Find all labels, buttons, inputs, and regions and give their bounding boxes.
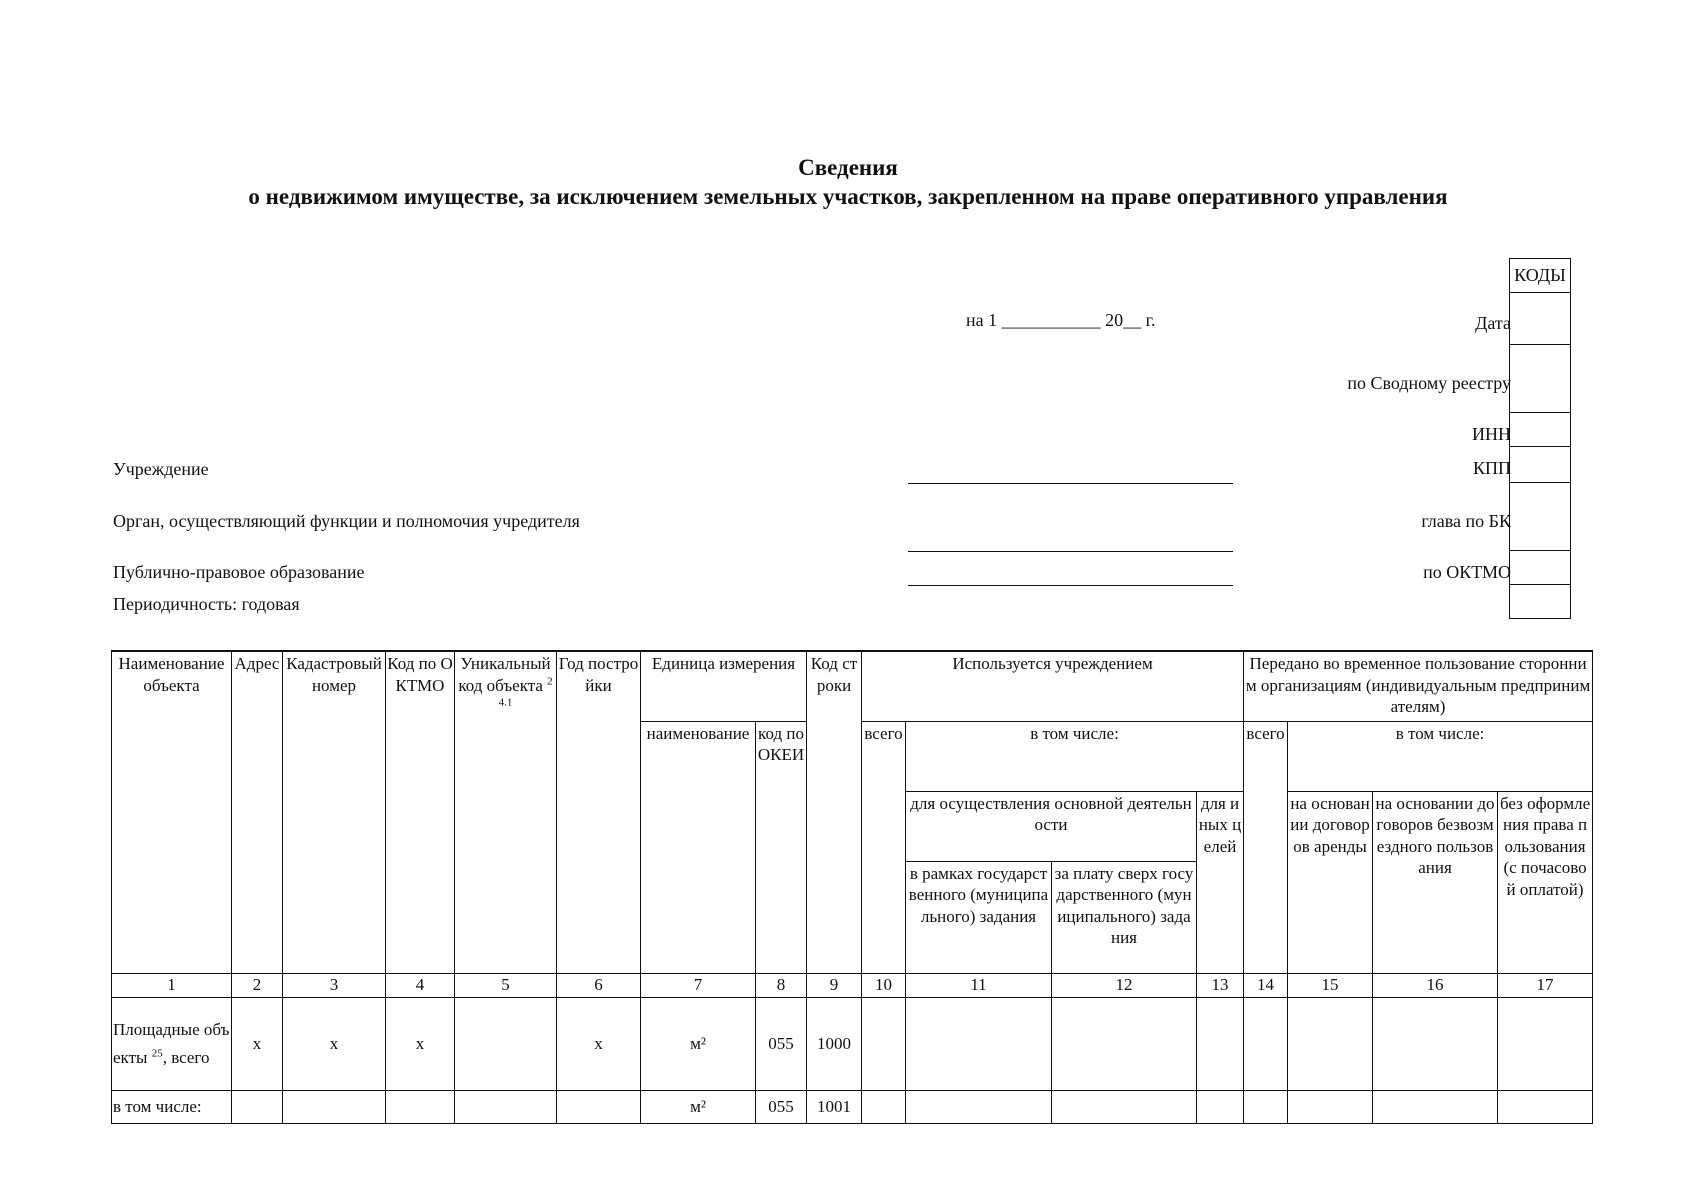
col-num-7: 7	[641, 973, 756, 997]
footnote-25: 25	[151, 1047, 163, 1060]
row-1001-unit: м²	[641, 1090, 756, 1123]
row-1000-col16[interactable]	[1373, 997, 1498, 1090]
row-1001-col14[interactable]	[1244, 1090, 1288, 1123]
header-free-use: на основании договоров безвозмездного пользования	[1373, 791, 1498, 973]
institution-underline[interactable]	[908, 483, 1233, 484]
row-1001-col13[interactable]	[1197, 1090, 1244, 1123]
row-1001-address[interactable]	[232, 1090, 283, 1123]
code-budget-chapter[interactable]	[1510, 483, 1571, 551]
col-num-8: 8	[756, 973, 807, 997]
row-1000-col15[interactable]	[1288, 997, 1373, 1090]
row-1001-oktmo[interactable]	[386, 1090, 455, 1123]
label-budget-chapter: глава по БК	[1421, 511, 1511, 531]
row-1001-unique-code[interactable]	[455, 1090, 557, 1123]
header-object-name: Наименование объекта	[112, 651, 232, 973]
header-other-purposes: для иных целей	[1197, 791, 1244, 973]
header-paid-over-task: за плату сверх государственного (муниципального) задания	[1052, 861, 1197, 973]
header-okei-code: код по ОКЕИ	[756, 721, 807, 973]
header-row-code: Код строки	[807, 651, 862, 973]
code-consolidated-register[interactable]	[1510, 345, 1571, 413]
row-1000-oktmo[interactable]: x	[386, 997, 455, 1090]
col-num-2: 2	[232, 973, 283, 997]
code-extra[interactable]	[1510, 585, 1571, 619]
row-1001-col10[interactable]	[862, 1090, 906, 1123]
row-1001-cadastral[interactable]	[283, 1090, 386, 1123]
table-row	[112, 997, 1593, 1090]
code-inn[interactable]	[1510, 413, 1571, 447]
row-1000-cadastral[interactable]: x	[283, 997, 386, 1090]
row-1000-col17[interactable]	[1498, 997, 1593, 1090]
page-subtitle: о недвижимом имуществе, за исключением земельных участков, закрепленном на праве оперативного управления	[248, 184, 1448, 209]
code-kpp[interactable]	[1510, 447, 1571, 483]
row-1001-col16[interactable]	[1373, 1090, 1498, 1123]
header-lease: на основании договоров аренды	[1288, 791, 1373, 973]
row-1000-year[interactable]: x	[557, 997, 641, 1090]
row-1001-okei: 055	[756, 1090, 807, 1123]
header-construction-year: Год постройки	[557, 651, 641, 973]
page-title: Сведения	[798, 155, 898, 180]
table-row	[112, 1090, 1593, 1123]
col-num-10: 10	[862, 973, 906, 997]
col-num-4: 4	[386, 973, 455, 997]
row-1001-col11[interactable]	[906, 1090, 1052, 1123]
col-num-12: 12	[1052, 973, 1197, 997]
label-oktmo: по ОКТМО	[1423, 562, 1511, 582]
header-unit: Единица измерения	[641, 651, 807, 721]
label-municipality: Публично-правовое образование	[113, 562, 365, 582]
municipality-underline[interactable]	[908, 585, 1233, 586]
property-table	[111, 650, 1593, 1124]
label-founder: Орган, осуществляющий функции и полномочия учредителя	[113, 511, 580, 531]
header-used-including: в том числе:	[906, 721, 1244, 791]
label-date: Дата	[1475, 313, 1511, 333]
label-periodicity: Периодичность: годовая	[113, 594, 300, 614]
row-1001-col15[interactable]	[1288, 1090, 1373, 1123]
label-institution: Учреждение	[113, 459, 209, 479]
row-1000-unit: м²	[641, 997, 756, 1090]
header-transferred: Передано во временное пользование сторонним организациям (индивидуальным предпринимателям)	[1244, 651, 1593, 721]
row-1000-col14[interactable]	[1244, 997, 1288, 1090]
codes-header: КОДЫ	[1510, 259, 1571, 293]
code-oktmo[interactable]	[1510, 551, 1571, 585]
col-num-13: 13	[1197, 973, 1244, 997]
row-1001-name: в том числе:	[112, 1090, 232, 1123]
footnote-24-1: 24.1	[498, 674, 553, 709]
col-num-14: 14	[1244, 973, 1288, 997]
row-1000-col11[interactable]	[906, 997, 1052, 1090]
row-1000-col13[interactable]	[1197, 997, 1244, 1090]
header-no-rights: без оформления права пользования (с почасовой оплатой)	[1498, 791, 1593, 973]
col-num-15: 15	[1288, 973, 1373, 997]
row-1000-col12[interactable]	[1052, 997, 1197, 1090]
col-num-17: 17	[1498, 973, 1593, 997]
col-num-3: 3	[283, 973, 386, 997]
label-consolidated-register: по Сводному реестру	[1347, 373, 1511, 393]
row-1000-unique-code[interactable]	[455, 997, 557, 1090]
row-1000-address[interactable]: x	[232, 997, 283, 1090]
row-1001-code: 1001	[807, 1090, 862, 1123]
header-transferred-total: всего	[1244, 721, 1288, 973]
header-unique-code: Уникальный код объекта $^{24.1}$	[455, 651, 557, 973]
col-num-9: 9	[807, 973, 862, 997]
col-num-11: 11	[906, 973, 1052, 997]
row-1000-okei: 055	[756, 997, 807, 1090]
header-used-total: всего	[862, 721, 906, 973]
row-1001-year[interactable]	[557, 1090, 641, 1123]
header-transferred-including: в том числе:	[1288, 721, 1593, 791]
row-1001-col17[interactable]	[1498, 1090, 1593, 1123]
col-num-16: 16	[1373, 973, 1498, 997]
col-num-1: 1	[112, 973, 232, 997]
row-1000-name: Площадные объекты $^{25}$, всего	[112, 997, 232, 1090]
row-1000-code: 1000	[807, 997, 862, 1090]
label-kpp: КПП	[1472, 458, 1511, 478]
row-1000-col10[interactable]	[862, 997, 906, 1090]
row-1001-col12[interactable]	[1052, 1090, 1197, 1123]
header-main-activity: для осуществления основной деятельности	[906, 791, 1197, 861]
header-used-by-institution: Используется учреждением	[862, 651, 1244, 721]
header-oktmo: Код по ОКТМО	[386, 651, 455, 973]
col-num-5: 5	[455, 973, 557, 997]
header-unit-name: наименование	[641, 721, 756, 973]
code-date[interactable]	[1510, 293, 1571, 345]
report-date-line: на 1 ___________ 20__ г.	[966, 310, 1156, 330]
header-address: Адрес	[232, 651, 283, 973]
header-state-task: в рамках государственного (муниципального) задания	[906, 861, 1052, 973]
col-num-6: 6	[557, 973, 641, 997]
founder-underline[interactable]	[908, 551, 1233, 552]
codes-table	[1509, 258, 1571, 619]
header-cadastral-number: Кадастровый номер	[283, 651, 386, 973]
label-inn: ИНН	[1472, 424, 1511, 444]
